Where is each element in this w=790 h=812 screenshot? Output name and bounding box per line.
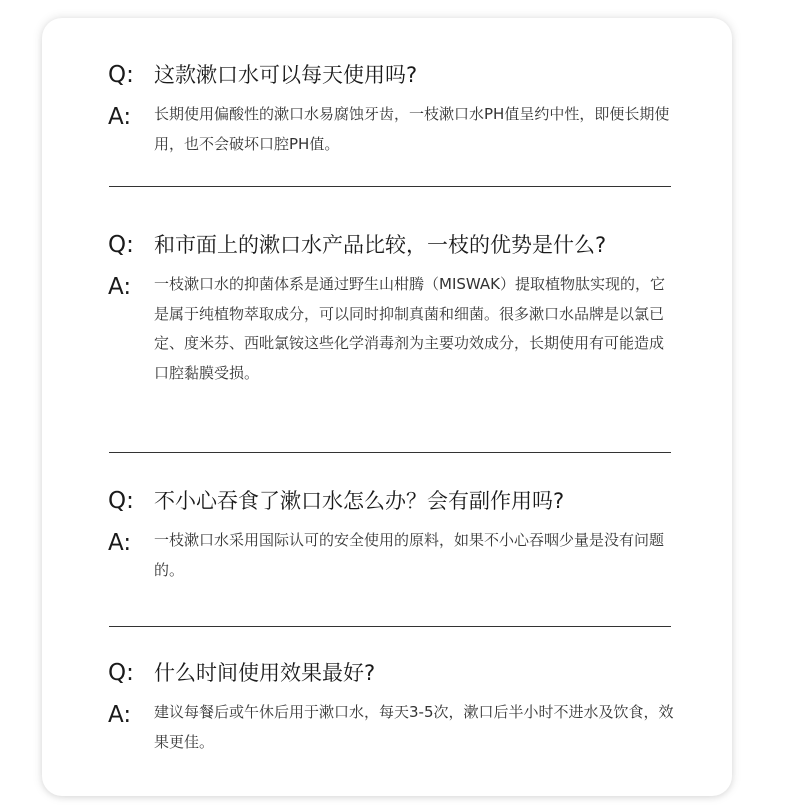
answer-row	[108, 698, 672, 757]
answer-label: A:	[108, 274, 132, 300]
question-label: Q:	[108, 232, 134, 258]
faq-item	[108, 658, 672, 757]
question-text: 和市面上的漱口水产品比较，一枝的优势是什么?	[154, 233, 607, 257]
question-text: 什么时间使用效果最好?	[154, 661, 376, 685]
question-text: 不小心吞食了漱口水怎么办？会有副作用吗?	[154, 489, 565, 513]
answer-label: A:	[108, 702, 132, 728]
question-text: 这款漱口水可以每天使用吗?	[154, 63, 418, 87]
answer-row	[108, 270, 672, 388]
answer-label: A:	[108, 104, 132, 130]
faq-item	[108, 486, 672, 585]
answer-text: 一枝漱口水的抑菌体系是通过野生山柑腾（MISWAK）提取植物肽实现的，它是属于纯植物萃取成分，可以同时抑制真菌和细菌。很多漱口水品牌是以氯已定、度米芬、西吡氯铵这些化学消毒剂为主要功效成分，长期使用有可能造成口腔黏膜受损。	[154, 275, 665, 382]
question-label: Q:	[108, 62, 134, 88]
question-row	[108, 486, 672, 522]
question-row	[108, 658, 672, 694]
question-label: Q:	[108, 488, 134, 514]
faq-item	[108, 230, 672, 388]
question-row	[108, 60, 672, 96]
divider	[109, 452, 671, 453]
answer-text: 一枝漱口水采用国际认可的安全使用的原料，如果不小心吞咽少量是没有问题的。	[154, 531, 665, 579]
answer-label: A:	[108, 530, 132, 556]
answer-row	[108, 100, 672, 159]
divider	[109, 626, 671, 627]
question-label: Q:	[108, 660, 134, 686]
divider	[109, 186, 671, 187]
answer-text: 建议每餐后或午休后用于漱口水，每天3-5次，漱口后半小时不进水及饮食，效果更佳。	[154, 703, 674, 751]
faq-item	[108, 60, 672, 159]
question-row	[108, 230, 672, 266]
answer-row	[108, 526, 672, 585]
faq-card	[42, 18, 732, 796]
answer-text: 长期使用偏酸性的漱口水易腐蚀牙齿，一枝漱口水PH值呈约中性，即便长期使用，也不会破坏口腔PH值。	[154, 105, 670, 153]
